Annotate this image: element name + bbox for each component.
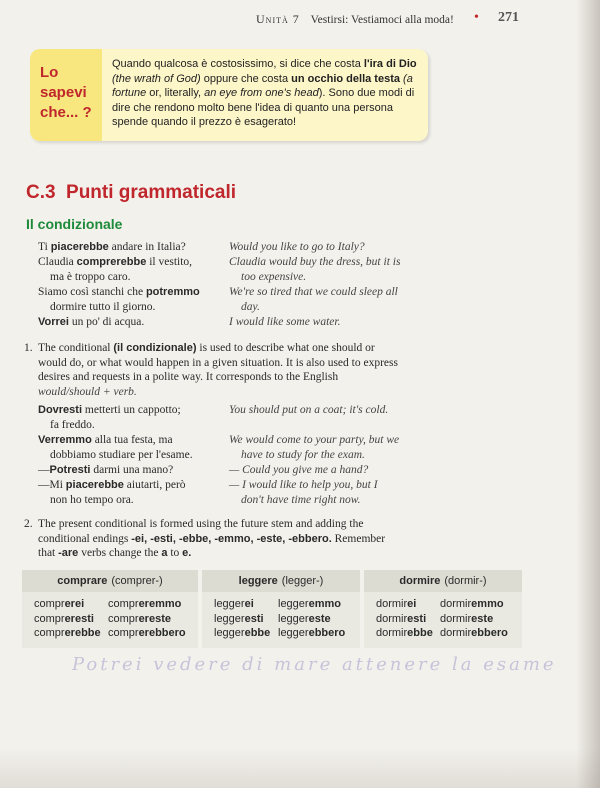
- conjugation-form-stem: compr: [34, 598, 65, 610]
- example-it-text: ma è troppo caro.: [50, 271, 131, 283]
- conjugation-stem: (dormir-): [444, 575, 487, 587]
- conjugation-form-ending: erebbero: [138, 627, 186, 639]
- conjugation-form: [376, 597, 433, 612]
- example-it-line: [38, 315, 228, 330]
- conjugation-stem: (legger-): [281, 575, 324, 587]
- handwritten-note: Potrei vedere di mare attenere la esame: [72, 654, 557, 675]
- conjugation-verb: leggere: [238, 575, 278, 587]
- example-it-text: fa freddo.: [50, 419, 95, 431]
- page-number: 271: [498, 10, 519, 25]
- conjugation-form: [278, 612, 345, 627]
- conjugation-form: [34, 597, 101, 612]
- running-header: [256, 12, 556, 32]
- example-en-line: — Could you give me a hand?: [229, 464, 369, 476]
- example-en-line: day.: [241, 301, 260, 313]
- section-heading: [26, 182, 236, 212]
- subsection-title: Il condizionale: [26, 216, 123, 232]
- example-it-text: dormire tutto il giorno.: [50, 301, 156, 313]
- paragraph-2-number: 2.: [24, 518, 33, 530]
- example-it-text-end: aiutarti, però: [123, 479, 186, 491]
- example-it-verb: piacerebbe: [65, 479, 124, 491]
- conjugation-form-stem: compr: [34, 627, 65, 639]
- conjugation-form-stem: legger: [278, 627, 309, 639]
- conjugation-form: [440, 626, 508, 641]
- note-italic-3: an eye from one's head: [204, 87, 319, 100]
- example-it-text: Ti: [38, 241, 51, 253]
- example-it-text: Siamo così stanchi che: [38, 286, 146, 298]
- conjugation-form-ending: ebbe: [407, 627, 433, 639]
- conjugation-form: [108, 612, 186, 627]
- example-it-text: non ho tempo ora.: [50, 494, 134, 506]
- conjugation-form-stem: compr: [34, 612, 65, 625]
- paragraph-1-text-2: is used to describe what one should or would do, or what would happen in a given situation. It is also used to express desires and requests in a polite way. It corresponds to the English: [38, 342, 398, 384]
- unit-title: Vestirsi: Vestiamoci alla moda!: [310, 14, 454, 26]
- conjugation-singular: [376, 597, 433, 641]
- paragraph-2-e: e.: [182, 547, 192, 560]
- header-bullet-icon: •: [474, 10, 479, 25]
- conjugation-table-header: [364, 570, 522, 592]
- example-it-line: [38, 493, 228, 508]
- paragraph-2-a: a: [161, 547, 168, 560]
- page-bottom-shadow: [0, 748, 600, 788]
- conjugation-plural: [440, 597, 508, 641]
- example-it-line: [38, 478, 228, 493]
- conjugation-form-stem: legger: [214, 612, 245, 625]
- example-en-line: — I would like to help you, but I: [229, 479, 378, 491]
- conjugation-table-header: [202, 570, 360, 592]
- conjugation-form-ending: emmo: [471, 598, 504, 610]
- unit-label: Unità 7: [256, 12, 300, 26]
- conjugation-table-body: [364, 592, 522, 648]
- conjugation-form-stem: compr: [108, 612, 139, 625]
- example-it-line: [38, 403, 228, 418]
- conjugation-form-ending: ei: [244, 598, 254, 610]
- example-it-text: dobbiamo studiare per l'esame.: [50, 449, 193, 461]
- conjugation-form-stem: dormir: [440, 612, 472, 625]
- example-it-text-end: andare in Italia?: [108, 241, 186, 253]
- note-text-1: Quando qualcosa è costosissimo, si dice che costa: [112, 58, 364, 70]
- conjugation-form: [214, 612, 270, 627]
- conjugation-stem: (comprer-): [111, 575, 163, 587]
- example-it-text-end: un po' di acqua.: [68, 316, 145, 328]
- conjugation-form: [376, 626, 433, 641]
- note-italic-2: (a fortune: [112, 72, 413, 100]
- conjugation-form-ending: eremmo: [138, 598, 182, 610]
- conjugation-form: [34, 626, 101, 641]
- conjugation-verb: comprare: [57, 575, 108, 587]
- example-en-line: We're so tired that we could sleep all: [229, 286, 398, 298]
- example-it-line: [38, 255, 228, 270]
- note-text-2: oppure che costa: [200, 72, 292, 85]
- paragraph-1-text: The conditional: [38, 342, 114, 354]
- note-italic-1: (the wrath of God): [112, 72, 201, 85]
- paragraph-1: [24, 341, 398, 399]
- conjugation-form-stem: dormir: [440, 598, 472, 610]
- example-it-line: [38, 463, 228, 478]
- note-bold-2: un occhio della testa: [291, 72, 400, 85]
- example-it-line: [38, 285, 228, 300]
- example-it-line: [38, 448, 228, 463]
- conjugation-form-stem: legger: [278, 598, 309, 610]
- example-it-text-end: alla tua festa, ma: [91, 434, 173, 446]
- example-en-line: You should put on a coat; it's cold.: [229, 404, 389, 416]
- page-edge-shadow: [576, 0, 600, 788]
- section-title: Punti grammaticali: [66, 182, 237, 203]
- conjugation-form: [108, 626, 186, 641]
- conjugation-form-stem: legger: [214, 627, 245, 639]
- conjugation-table-header: [22, 570, 198, 592]
- conjugation-form: [278, 626, 345, 641]
- section-number: C.3: [26, 182, 56, 203]
- example-it-verb: Verremmo: [38, 434, 92, 446]
- example-it-verb: Dovresti: [38, 404, 83, 416]
- conjugation-singular: [34, 597, 101, 641]
- conjugation-form-ending: esti: [244, 612, 264, 625]
- conjugation-form-stem: legger: [278, 612, 309, 625]
- example-en-line: We would come to your party, but we: [229, 434, 400, 446]
- conjugation-form-ending: ebbero: [471, 627, 508, 639]
- example-it-line: [38, 300, 228, 315]
- conjugation-table-body: [202, 592, 360, 648]
- paragraph-2-text-4: to: [167, 547, 183, 560]
- conjugation-form: [440, 612, 508, 627]
- culture-note-text: [112, 57, 422, 130]
- example-it-verb: piacerebbe: [50, 241, 109, 253]
- example-it-verb: comprerebbe: [76, 256, 147, 268]
- example-it-verb: potremmo: [145, 286, 200, 298]
- conjugation-form-stem: legger: [214, 598, 245, 610]
- example-en-line: don't have time right now.: [241, 494, 361, 506]
- example-it-verb: Vorrei: [38, 316, 69, 328]
- conjugation-form-ending: ebbe: [244, 627, 271, 639]
- examples-1-italian: [38, 240, 228, 330]
- paragraph-2-text-3: verbs change the: [78, 547, 162, 560]
- note-text-3: or, literally,: [146, 87, 205, 100]
- paragraph-2-endings: -ei, -esti, -ebbe, -emmo, -este, -ebbero.: [131, 532, 332, 545]
- paragraph-1-number: 1.: [24, 342, 33, 354]
- culture-note-box: [30, 49, 428, 141]
- example-en-line: Would you like to go to Italy?: [229, 241, 365, 253]
- example-en-line: too expensive.: [241, 271, 307, 283]
- conjugation-form: [278, 597, 345, 612]
- conjugation-verb: dormire: [399, 575, 441, 587]
- example-it-line: [38, 270, 228, 285]
- conjugation-form: [34, 612, 101, 627]
- paragraph-2-text: The present conditional is formed using the future stem and adding the conditional endings: [38, 518, 364, 545]
- example-it-verb: Potresti: [49, 464, 91, 476]
- conjugation-plural: [108, 597, 186, 641]
- conjugation-form-ending: erei: [64, 598, 85, 610]
- conjugation-table-body: [22, 592, 198, 648]
- conjugation-form-ending: eresti: [64, 612, 94, 625]
- example-it-text: —: [38, 464, 50, 476]
- paragraph-2-are: -are: [58, 547, 79, 560]
- conjugation-form-stem: dormir: [376, 627, 408, 639]
- conjugation-singular: [214, 597, 270, 641]
- examples-2-italian: [38, 403, 228, 508]
- conjugation-form: [214, 626, 270, 641]
- conjugation-form-stem: dormir: [440, 627, 472, 639]
- example-it-text-end: metterti un cappotto;: [82, 404, 181, 416]
- conjugation-form-stem: compr: [108, 598, 139, 610]
- example-en-line: Claudia would buy the dress, but it is: [229, 256, 401, 268]
- conjugation-table-comprare: [22, 570, 198, 648]
- conjugation-plural: [278, 597, 345, 641]
- examples-1-english: [229, 240, 409, 330]
- conjugation-table-dormire: [364, 570, 522, 648]
- example-it-line: [38, 240, 228, 255]
- example-en-line: I would like some water.: [229, 316, 341, 328]
- note-text-4: ). Sono due modi di dire che rendono molto bene l'idea di quanto una persona spende quando il prezzo è esagerato!: [112, 87, 415, 129]
- conjugation-form-ending: este: [471, 612, 494, 625]
- conjugation-form-stem: dormir: [376, 598, 408, 610]
- note-bold-1: l'ira di Dio: [363, 58, 417, 70]
- paragraph-1-bold: (il condizionale): [113, 342, 197, 354]
- conjugation-table-leggere: [202, 570, 360, 648]
- culture-note-title: Lo sapevi che... ?: [40, 64, 92, 121]
- paragraph-2-text-2: Remember that: [38, 532, 386, 560]
- examples-2-english: [229, 403, 409, 508]
- conjugation-form-ending: emmo: [308, 598, 341, 610]
- conjugation-form: [108, 597, 186, 612]
- example-it-line: [38, 418, 228, 433]
- example-it-text-end: darmi una mano?: [90, 464, 174, 476]
- conjugation-form-ending: esti: [407, 612, 427, 625]
- paragraph-1-italic: would/should + verb.: [38, 385, 137, 398]
- conjugation-form: [214, 597, 270, 612]
- example-en-line: [229, 418, 409, 433]
- conjugation-form-ending: erebbe: [64, 627, 101, 639]
- conjugation-form-ending: este: [308, 612, 331, 625]
- conjugation-form: [376, 612, 433, 627]
- conjugation-form-ending: ebbero: [308, 627, 346, 639]
- example-it-text: —Mi: [38, 479, 66, 491]
- conjugation-form-stem: compr: [108, 627, 139, 639]
- example-it-text: Claudia: [38, 256, 77, 268]
- conjugation-form-ending: ei: [407, 598, 417, 610]
- example-en-line: have to study for the exam.: [241, 449, 365, 461]
- conjugation-form-stem: dormir: [376, 612, 408, 625]
- paragraph-2: [24, 517, 398, 561]
- conjugation-form-ending: ereste: [138, 612, 171, 625]
- conjugation-form: [440, 597, 508, 612]
- example-it-text-end: il vestito,: [146, 256, 193, 268]
- example-it-line: [38, 433, 228, 448]
